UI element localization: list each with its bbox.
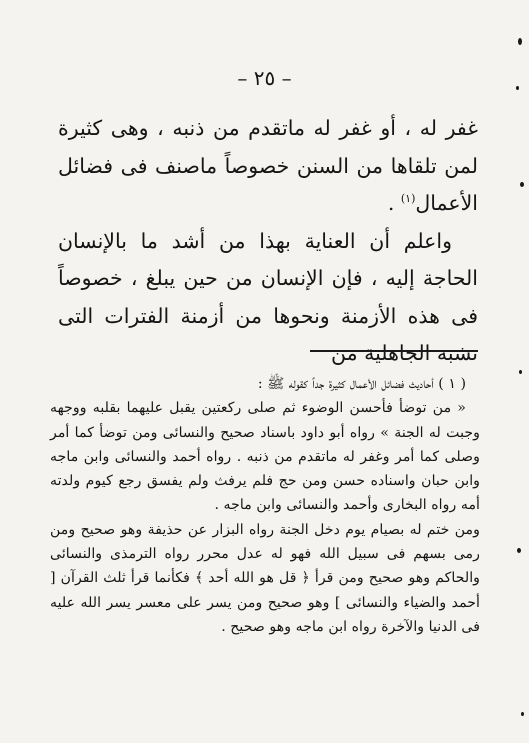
paragraph-1 — [58, 110, 478, 223]
footnote-heading: ( ١ ) أحاديث فضائل الأعمال كثيرة جداً كقوله ﷺ : — [257, 376, 466, 392]
scan-speck — [517, 548, 521, 553]
paragraph-1-text: غفر له ، أو غفر له ماتقدم من ذنبه ، وهى كثيرة لمن تلقاها من السنن خصوصاً ماصنف فى فضائل الأعمال — [58, 116, 478, 215]
scan-speck — [519, 370, 522, 374]
paragraph-2: واعلم أن العناية بهذا من أشد ما بالإنسان الحاجة إليه ، فإن الإنسان من حين يبلغ ، خصوصاً فى هذه الأزمنة ونحوها من أزمنة الفترات التى تشبه الجاهلية من — [58, 228, 478, 365]
page-number: – ٢٥ – — [237, 66, 292, 90]
footnote-paragraph: « من توضأ فأحسن الوضوء ثم صلى ركعتين يقبل عليهما بقلبه ووجهه وجبت له الجنة » رواه أبو داود باسناد صحيح والنسائى ومن توضأ كما أمر وصلى كما أمر وغفر له ماتقدم من ذنبه . رواه أحمد والنسائى وابن ماجه وابن حبان واسناده حسن ومن حج فلم يرفث ولم يفسق رجع كيوم ولدته أمه رواه البخارى وأحمد والنسائى وابن ماجه . — [50, 400, 480, 514]
footnotes — [50, 372, 480, 639]
main-text — [58, 110, 478, 373]
scan-speck — [521, 712, 524, 716]
paragraph-1-end: . — [387, 191, 401, 215]
scan-speck — [520, 182, 524, 187]
footnote-divider — [310, 350, 478, 352]
footnote-paragraph: ومن ختم له بصيام يوم دخل الجنة رواه البزار عن حذيفة وهو صحيح ومن رمى بسهم فى سبيل الله فهو له عدل محرر رواه الترمذى والنسائى والحاكم وهو صحيح ومن قرأ ﴿ قل هو الله أحد ﴾ فكأنما قرأ ثلث القرآن [ أحمد والضياء والنسائى ] وهو صحيح ومن يسر على معسر يسر الله عليه فى الدنيا والآخرة رواه ابن ماجه وهو صحيح . — [50, 521, 480, 635]
scan-speck — [516, 86, 519, 90]
scan-speck — [518, 38, 522, 45]
footnote-reference: (١) — [400, 192, 416, 206]
